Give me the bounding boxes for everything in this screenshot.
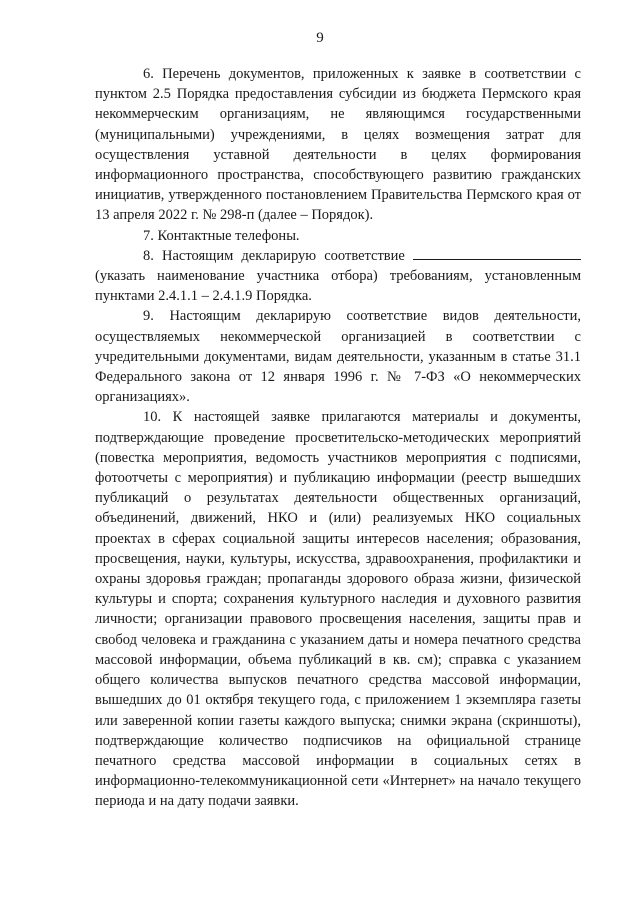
document-body <box>95 64 581 812</box>
paragraph-8-text-after: (указать наименование участника отбора) требованиям, установленным пунктами 2.4.1.1 – 2.4.1.9 Порядка. <box>95 268 581 305</box>
paragraph-8 <box>95 246 581 307</box>
paragraph-7: 7. Контактные телефоны. <box>143 227 300 244</box>
paragraph-10: 10. К настоящей заявке прилагаются материалы и документы, подтверждающие проведение просветительско-методических мероприятий (повестка мероприятия, ведомость участников мероприятия с подписями, фотоотчеты с мероприятия) и публикацию информации (реестр вышедших публикаций о результатах деятельности общественных организаций, объединений, движений, НКО и (или) реализуемых НКО социальных проектах в сферах социальной защиты интересов населения; образования, просвещения, науки, культуры, искусства, здравоохранения, профилактики и охраны здоровья граждан; пропаганды здорового образа жизни, физической культуры и спорта; сохранения культурного наследия и духовного развития личности; организации правового просвещения населения, защиты прав и свобод человека и гражданина с указанием даты и номера печатного средства массовой информации, объема публикаций в кв. см); справка с указанием общего количества выпусков печатного средства массовой информации, вышедших до 01 октября текущего года, с приложением 1 экземпляра газеты или заверенной копии газеты каждого выпуска; снимки экрана (скриншоты), подтверждающие количество подписчиков на официальной странице печатного средства массовой информации в социальных сетях в информационно-телекоммуникационной сети «Интернет» на начало текущего периода и на дату подачи заявки. <box>95 409 581 810</box>
page-number: 9 <box>316 30 324 46</box>
fill-in-blank-line <box>413 247 581 260</box>
paragraph-9: 9. Настоящим декларирую соответствие видов деятельности, осуществляемых некоммерческой организацией в соответствии с учредительными документами, видам деятельности, указанным в статье 31.1 Федерального закона от 12 января 1996 г. № 7-ФЗ «О некоммерческих организациях». <box>95 308 581 406</box>
paragraph-8-text-before: 8. Настоящим декларирую соответствие <box>143 247 413 264</box>
paragraph-6: 6. Перечень документов, приложенных к заявке в соответствии с пунктом 2.5 Порядка предоставления субсидии из бюджета Пермского края некоммерческим организациям, не являющимся государственными (муниципальными) учреждениями, в целях возмещения затрат для осуществления уставной деятельности в целях формирования информационного пространства, способствующего развитию гражданских инициатив, утвержденного постановлением Правительства Пермского края от 13 апреля 2022 г. № 298-п (далее – Порядок). <box>95 66 581 224</box>
